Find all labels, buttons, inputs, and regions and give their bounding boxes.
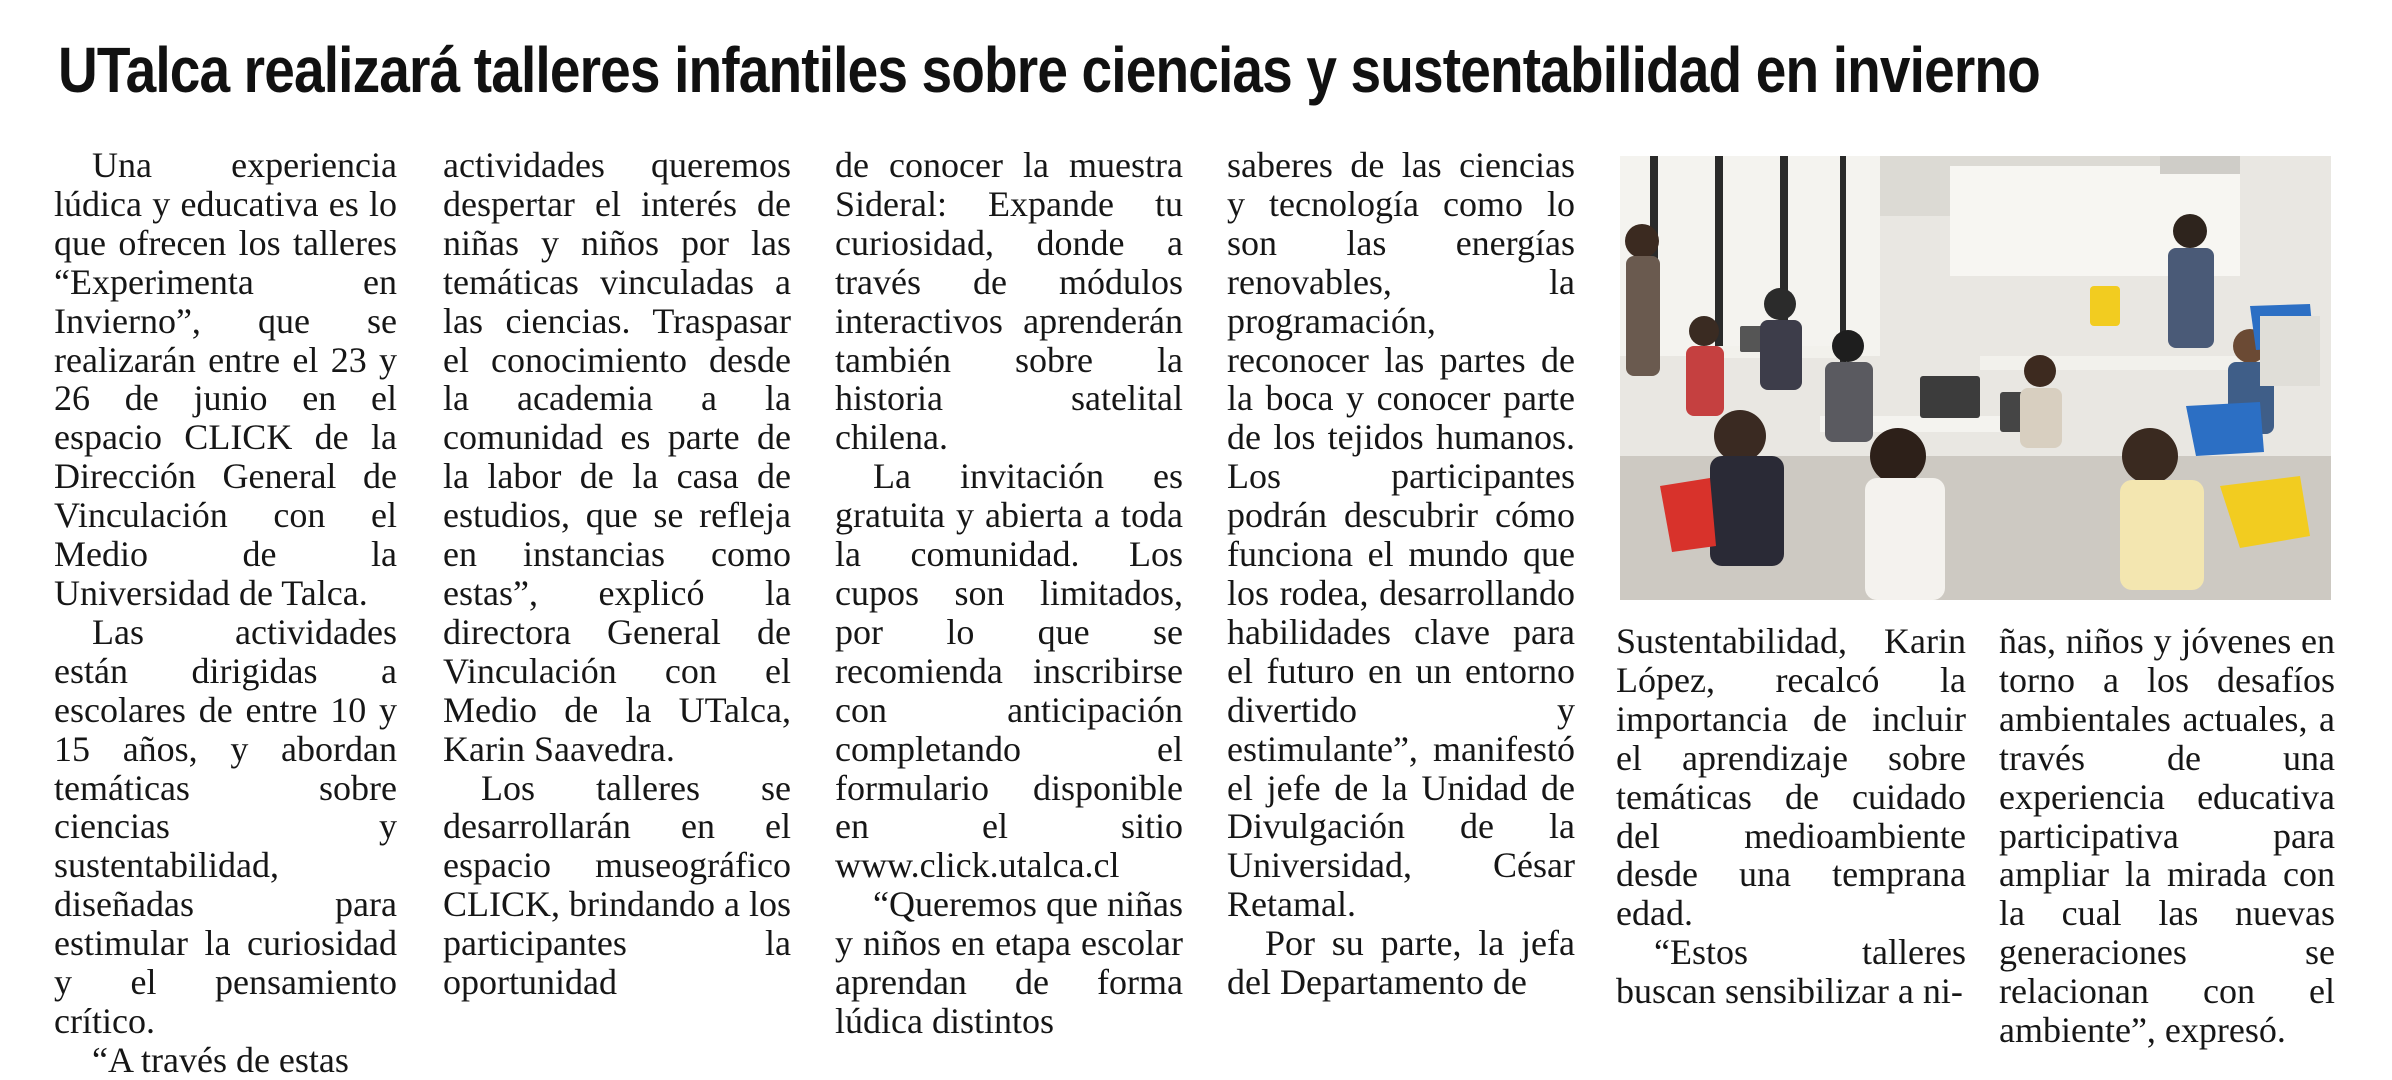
paragraph: de conocer la muestra Sideral: Expande tu curiosidad, donde a través de módulos interactivos aprenderán también sobre la historia satelital chilena. bbox=[835, 145, 1183, 458]
article-column-3 bbox=[835, 146, 1183, 1041]
paragraph: Sustentabilidad, Karin López, recalcó la importancia de incluir el aprendizaje sobre temáticas de cuidado del medioambiente desde una temprana edad. bbox=[1616, 621, 1966, 934]
workshop-photo bbox=[1620, 156, 2331, 600]
paragraph: ñas, niños y jóvenes en torno a los desafíos ambientales actuales, a través de una experiencia educativa participativa para ampliar la mirada con la cual las nuevas generaciones se relacionan con el ambiente”, expresó. bbox=[1999, 621, 2335, 1051]
paragraph: Por su parte, la jefa del Departamento de bbox=[1227, 923, 1575, 1003]
paragraph: Una experiencia lúdica y educativa es lo que ofrecen los talleres “Experimenta en Invierno”, que se realizarán entre el 23 y 26 de junio en el espacio CLICK de la Dirección General de Vinculación con el Medio de la Universidad de Talca. bbox=[54, 145, 397, 613]
paragraph: La invitación es gratuita y abierta a toda la comunidad. Los cupos son limitados, por lo que se recomienda inscribirse con anticipación completando el formulario disponible en el sitio www.click.utalca.cl bbox=[835, 456, 1183, 886]
paragraph: Los talleres se desarrollarán en el espacio museográfico CLICK, brindando a los participantes la oportunidad bbox=[443, 767, 791, 1003]
paragraph: actividades queremos despertar el interés de niñas y niños por las temáticas vinculadas a las ciencias. Traspasar el conocimiento desde la academia a la comunidad es parte de la labor de la casa de estudios, que se refleja en instancias como estas”, explicó la directora General de Vinculación con el Medio de la UTalca, Karin Saavedra. bbox=[443, 145, 791, 769]
paragraph: “Queremos que niñas y niños en etapa escolar aprendan de forma lúdica distintos bbox=[835, 884, 1183, 1041]
headline: UTalca realizará talleres infantiles sobre ciencias y sustentabilidad en invierno bbox=[58, 34, 2040, 106]
article-column-2 bbox=[443, 146, 791, 1002]
article-column-1 bbox=[54, 146, 397, 1080]
paragraph: “A través de estas bbox=[92, 1039, 349, 1080]
article-column-5 bbox=[1616, 622, 1966, 1011]
article-column-4 bbox=[1227, 146, 1575, 1002]
paragraph: Las actividades están dirigidas a escolares de entre 10 y 15 años, y abordan temáticas sobre ciencias y sustentabilidad, diseñadas para estimular la curiosidad y el pensamiento crítico. bbox=[54, 611, 397, 1041]
paragraph: saberes de las ciencias y tecnología como lo son las energías renovables, la programación, reconocer las partes de la boca y conocer parte de los tejidos humanos. Los participantes podrán descubrir cómo funciona el mundo que los rodea, desarrollando habilidades clave para el futuro en un entorno divertido y estimulante”, manifestó el jefe de la Unidad de Divulgación de la Universidad, César Retamal. bbox=[1227, 145, 1575, 925]
paragraph: “Estos talleres buscan sensibilizar a ni- bbox=[1616, 932, 1966, 1012]
article-column-6 bbox=[1999, 622, 2335, 1050]
classroom-illustration bbox=[1620, 156, 2331, 600]
